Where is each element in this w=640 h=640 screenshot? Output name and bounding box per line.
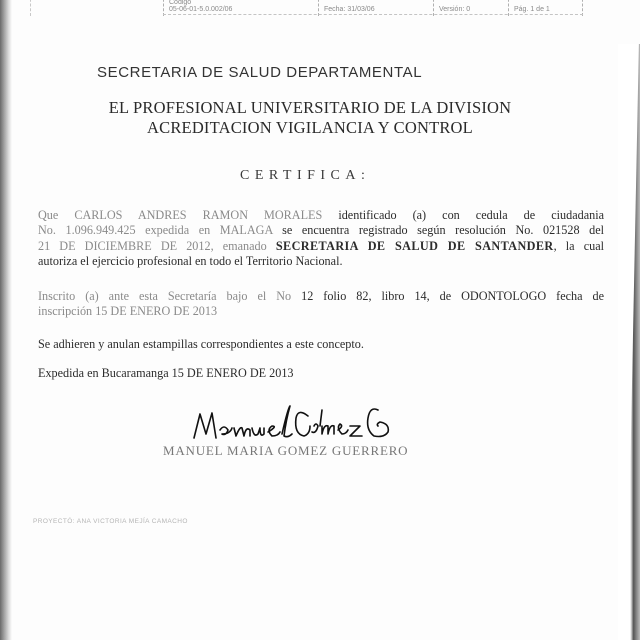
paragraph1-line4: autoriza el ejercicio profesional en todo el Territorio Nacional.: [38, 254, 343, 269]
paragraph2-line1: [38, 289, 604, 304]
paragraph2-line2: inscripción 15 DE ENERO DE 2013: [38, 304, 218, 319]
paragraph1-line1: [38, 208, 604, 223]
handwritten-signature: [188, 404, 428, 444]
prepared-by-note: PROYECTÓ: ANA VICTORIA MEJÍA CAMACHO: [33, 518, 188, 525]
paragraph1-line3: [38, 239, 604, 254]
division-title: [90, 98, 530, 138]
signer-name: MANUEL MARIA GOMEZ GUERRERO: [163, 443, 409, 458]
authority-suffix: , la cual: [553, 238, 604, 253]
id-text: identificado (a) con cedula de ciudadania: [322, 208, 605, 222]
scan-right-edge-shadow: [618, 44, 640, 640]
division-title-line2: ACREDITACION VIGILANCIA Y CONTROL: [147, 118, 473, 137]
fecha-value: Fecha: 31/03/06: [324, 6, 375, 13]
issued-text: Expedida en Bucaramanga 15 DE ENERO DE 2013: [38, 366, 294, 380]
issuing-authority: SECRETARIA DE SALUD DE SANTANDER: [275, 238, 554, 253]
folio-text: 12 folio 82, libro 14, de ODONTOLOGO fecha de: [291, 289, 604, 303]
resolution-date-text: 21 DE DICIEMBRE DE 2012, emanado: [38, 238, 267, 253]
paragraph-inscription: [38, 289, 604, 320]
paragraph1-line2: [38, 223, 604, 238]
version-value: Versión: 0: [439, 6, 471, 13]
pagina-value: Pág. 1 de 1: [514, 6, 550, 13]
code-label: Código: [169, 0, 192, 6]
header-divider: [163, 14, 583, 15]
paragraph-issued: [38, 366, 604, 381]
stamps-text: Se adhieren y anulan estampillas correspondientes a este concepto.: [38, 337, 364, 351]
id-number-text: No. 1.096.949.425 expedida en MALAGA: [38, 223, 273, 238]
code-value: 05-06-01-5.0.002/06: [169, 6, 233, 13]
paragraph-stamps: [38, 337, 604, 352]
division-title-line1: EL PROFESIONAL UNIVERSITARIO DE LA DIVISION: [108, 98, 512, 117]
resolution-text: se encuentra registrado según resolución No. 021528 del: [272, 223, 605, 238]
scan-left-shadow: [0, 0, 12, 640]
certifica-heading: CERTIFICA:: [240, 168, 371, 183]
previous-header-table: [30, 0, 600, 18]
holder-name: Que CARLOS ANDRES RAMON MORALES: [38, 208, 323, 222]
department-title: SECRETARIA DE SALUD DEPARTAMENTAL: [97, 64, 423, 81]
header-cell-empty: [30, 0, 163, 16]
paragraph-registration: [38, 208, 604, 270]
inscription-text: Inscrito (a) ante esta Secretaría bajo el No: [38, 289, 292, 303]
